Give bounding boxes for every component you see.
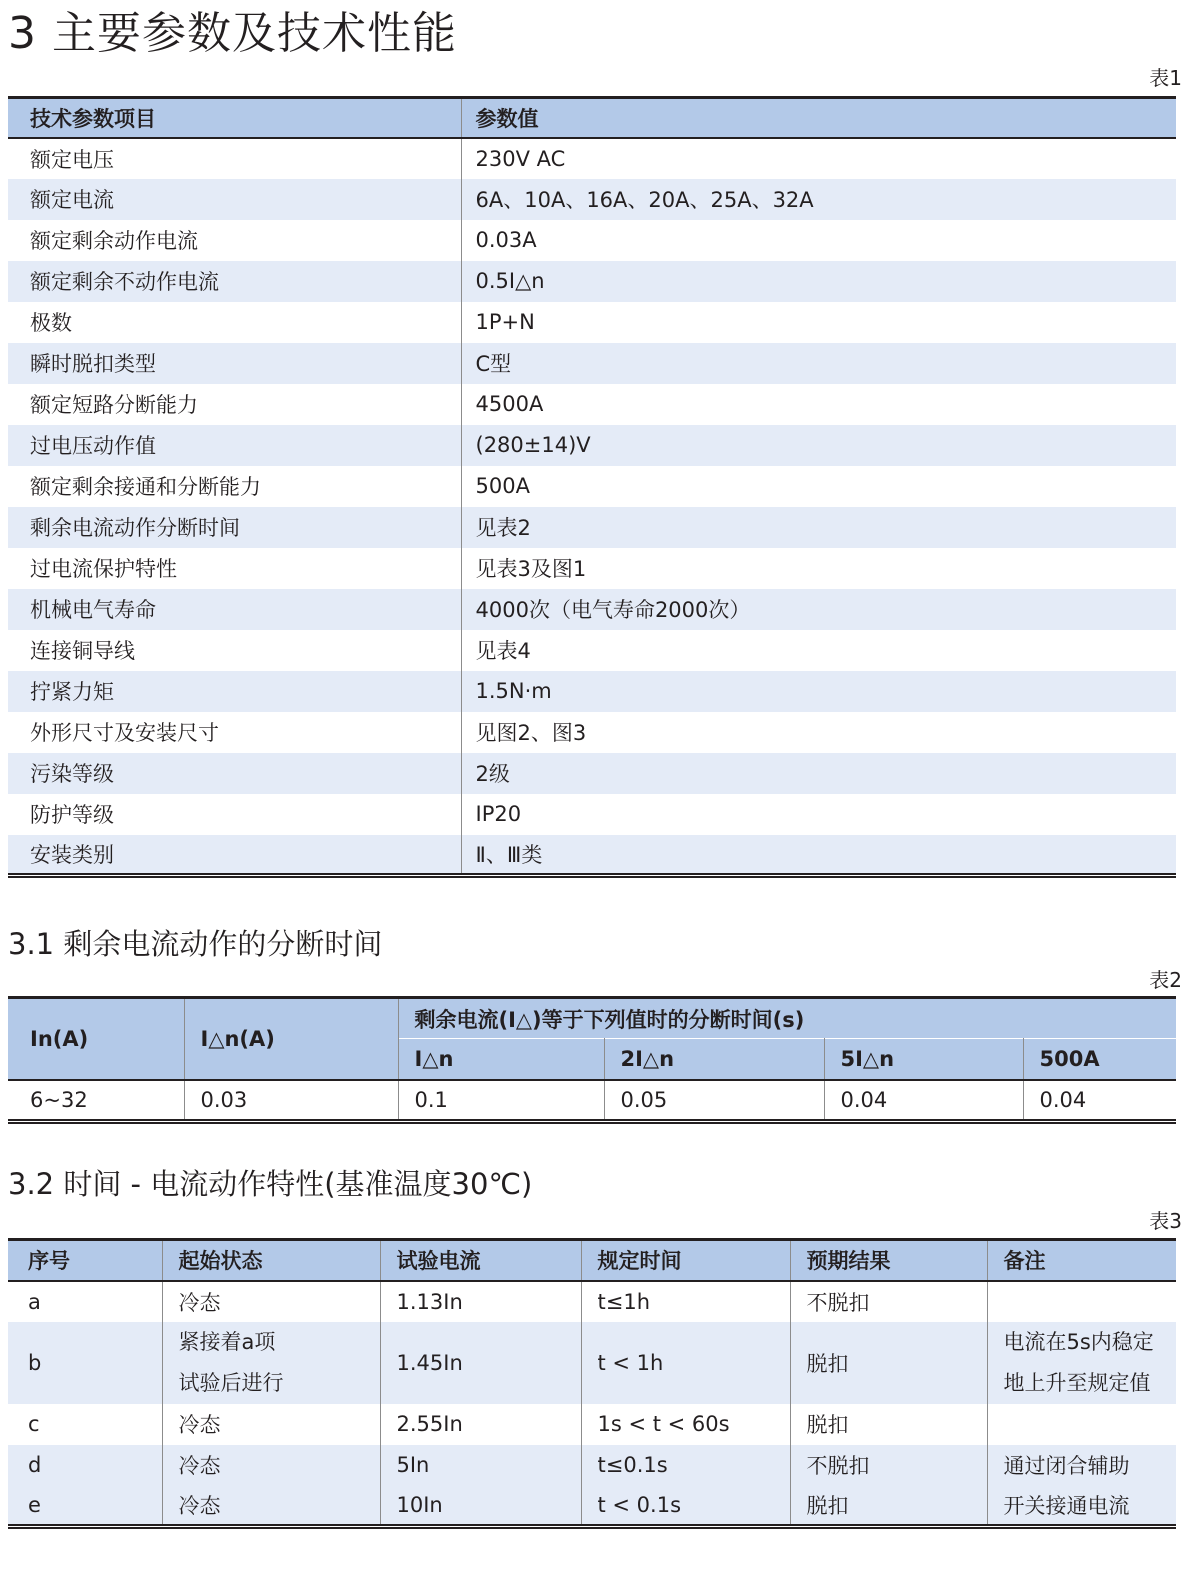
cell-line: 电流在5s内稳定	[1003, 1329, 1154, 1354]
table-cell: t < 0.1s	[581, 1486, 790, 1527]
param-value: 0.5I△n	[475, 269, 545, 293]
param-value: 见表2	[475, 516, 531, 540]
table-cell: 冷态	[162, 1486, 380, 1527]
param-name: 连接铜导线	[8, 630, 461, 671]
table-cell: 1.13In	[380, 1281, 581, 1322]
table2-caption: 表2	[1149, 968, 1182, 992]
table-cell: 通过闭合辅助	[1003, 1454, 1130, 1478]
row-number: e	[8, 1486, 162, 1527]
param-name: 剩余电流动作分断时间	[8, 507, 461, 548]
param-name: 安装类别	[8, 835, 461, 876]
table-cell: 冷态	[162, 1281, 380, 1322]
table-row	[8, 343, 1176, 384]
group-header: 剩余电流(I△)等于下列值时的分断时间(s)	[398, 998, 1176, 1039]
param-name: 极数	[8, 302, 461, 343]
column-header: 序号	[8, 1240, 162, 1281]
column-header: In(A)	[8, 998, 184, 1080]
table-cell: 0.04	[1039, 1087, 1087, 1112]
table-cell: 1s < t < 60s	[581, 1404, 790, 1445]
table-cell: 不脱扣	[790, 1445, 987, 1486]
column-header: 参数值	[461, 98, 1176, 138]
param-name: 瞬时脱扣类型	[8, 343, 461, 384]
table-cell: 2.55In	[380, 1404, 581, 1445]
table-cell	[987, 1281, 1176, 1322]
parameters-table	[8, 96, 1176, 878]
column-header: 2I△n	[604, 1039, 824, 1080]
param-name: 机械电气寿命	[8, 589, 461, 630]
param-value: IP20	[475, 802, 522, 826]
table-row	[8, 794, 1176, 835]
table-row	[8, 1080, 1176, 1122]
param-value: 见图2、图3	[475, 721, 587, 745]
table-row	[8, 507, 1176, 548]
table-cell: 冷态	[162, 1445, 380, 1486]
table3-caption: 表3	[1149, 1209, 1182, 1233]
table-row	[8, 630, 1176, 671]
param-value: (280±14)V	[475, 433, 591, 457]
column-header: I△n(A)	[184, 998, 398, 1080]
table-cell: 开关接通电流	[1003, 1493, 1130, 1518]
param-name: 额定电压	[8, 138, 461, 179]
column-header: 试验电流	[380, 1240, 581, 1281]
param-name: 额定剩余不动作电流	[8, 261, 461, 302]
table-row	[8, 384, 1176, 425]
table-row	[8, 671, 1176, 712]
table-header-row	[8, 998, 1176, 1039]
table-row	[8, 138, 1176, 179]
param-value: 500A	[475, 474, 530, 498]
param-name: 防护等级	[8, 794, 461, 835]
table-row	[8, 220, 1176, 261]
cell-line: 地上升至规定值	[1003, 1370, 1151, 1395]
table-cell: 脱扣	[790, 1486, 987, 1527]
table-row	[8, 1445, 1176, 1486]
table-cell: 5In	[380, 1445, 581, 1486]
table-header-row	[8, 1240, 1176, 1281]
row-number: a	[8, 1281, 162, 1322]
table-cell: 0.03	[184, 1080, 398, 1122]
row-number: b	[8, 1322, 162, 1404]
param-name: 污染等级	[8, 753, 461, 794]
param-value: 见表4	[475, 639, 531, 663]
param-value: 2级	[475, 762, 510, 786]
param-name: 额定电流	[8, 179, 461, 220]
param-value: C型	[475, 352, 512, 376]
column-header: I△n	[398, 1039, 604, 1080]
column-header: 起始状态	[162, 1240, 380, 1281]
param-name: 额定短路分断能力	[8, 384, 461, 425]
param-name: 外形尺寸及安装尺寸	[8, 712, 461, 753]
table-cell: t≤0.1s	[581, 1445, 790, 1486]
table-cell: t < 1h	[581, 1322, 790, 1404]
param-value: Ⅱ、Ⅲ类	[475, 842, 543, 867]
param-name: 拧紧力矩	[8, 671, 461, 712]
table-cell: 0.04	[824, 1080, 1023, 1122]
table-cell: 冷态	[162, 1404, 380, 1445]
table-row	[8, 1281, 1176, 1322]
param-value: 1P+N	[475, 310, 535, 334]
table-cell: 6~32	[8, 1080, 184, 1122]
table-cell: 0.05	[604, 1080, 824, 1122]
table-row	[8, 1486, 1176, 1527]
table-row	[8, 712, 1176, 753]
param-name: 额定剩余接通和分断能力	[8, 466, 461, 507]
table-cell: t≤1h	[581, 1281, 790, 1322]
column-header: 500A	[1023, 1039, 1176, 1080]
table-row	[8, 589, 1176, 630]
breaking-time-table	[8, 996, 1176, 1124]
param-name: 额定剩余动作电流	[8, 220, 461, 261]
table-row	[8, 179, 1176, 220]
table-cell	[987, 1404, 1176, 1445]
table-cell: 0.1	[398, 1080, 604, 1122]
table-row	[8, 1322, 1176, 1404]
table-cell: 脱扣	[790, 1322, 987, 1404]
column-header: 规定时间	[581, 1240, 790, 1281]
table-row	[8, 466, 1176, 507]
param-name: 过电压动作值	[8, 425, 461, 466]
table-cell	[162, 1322, 380, 1404]
param-value: 见表3及图1	[475, 557, 587, 581]
table-cell: 脱扣	[790, 1404, 987, 1445]
table-row	[8, 1404, 1176, 1445]
section-3-1-title: 3.1 剩余电流动作的分断时间	[8, 927, 383, 961]
table-cell	[987, 1322, 1176, 1404]
column-header: 技术参数项目	[8, 98, 461, 138]
param-value: 4500A	[475, 392, 544, 416]
time-current-table	[8, 1238, 1176, 1529]
column-header: 预期结果	[790, 1240, 987, 1281]
param-value: 230V AC	[475, 146, 566, 171]
column-header: 备注	[987, 1240, 1176, 1281]
cell-line: 试验后进行	[178, 1370, 284, 1395]
param-value: 0.03A	[475, 228, 537, 252]
table-cell: 1.45In	[380, 1322, 581, 1404]
param-value: 1.5N·m	[475, 679, 552, 703]
table-header-row	[8, 98, 1176, 138]
table-cell: 10In	[380, 1486, 581, 1527]
table1-caption: 表1	[1149, 66, 1182, 90]
param-name: 过电流保护特性	[8, 548, 461, 589]
column-header: 5I△n	[824, 1039, 1023, 1080]
table-row	[8, 835, 1176, 876]
param-value: 4000次（电气寿命2000次）	[475, 598, 751, 622]
table-row	[8, 548, 1176, 589]
section-3-2-title: 3.2 时间 - 电流动作特性(基准温度30℃)	[8, 1167, 533, 1201]
table-row	[8, 753, 1176, 794]
table-row	[8, 261, 1176, 302]
row-number: c	[8, 1404, 162, 1445]
row-number: d	[8, 1445, 162, 1486]
cell-line: 紧接着a项	[178, 1329, 276, 1354]
table-row	[8, 425, 1176, 466]
section-title: 3 主要参数及技术性能	[8, 8, 457, 59]
table-row	[8, 302, 1176, 343]
table-cell: 不脱扣	[790, 1281, 987, 1322]
param-value: 6A、10A、16A、20A、25A、32A	[475, 188, 814, 212]
